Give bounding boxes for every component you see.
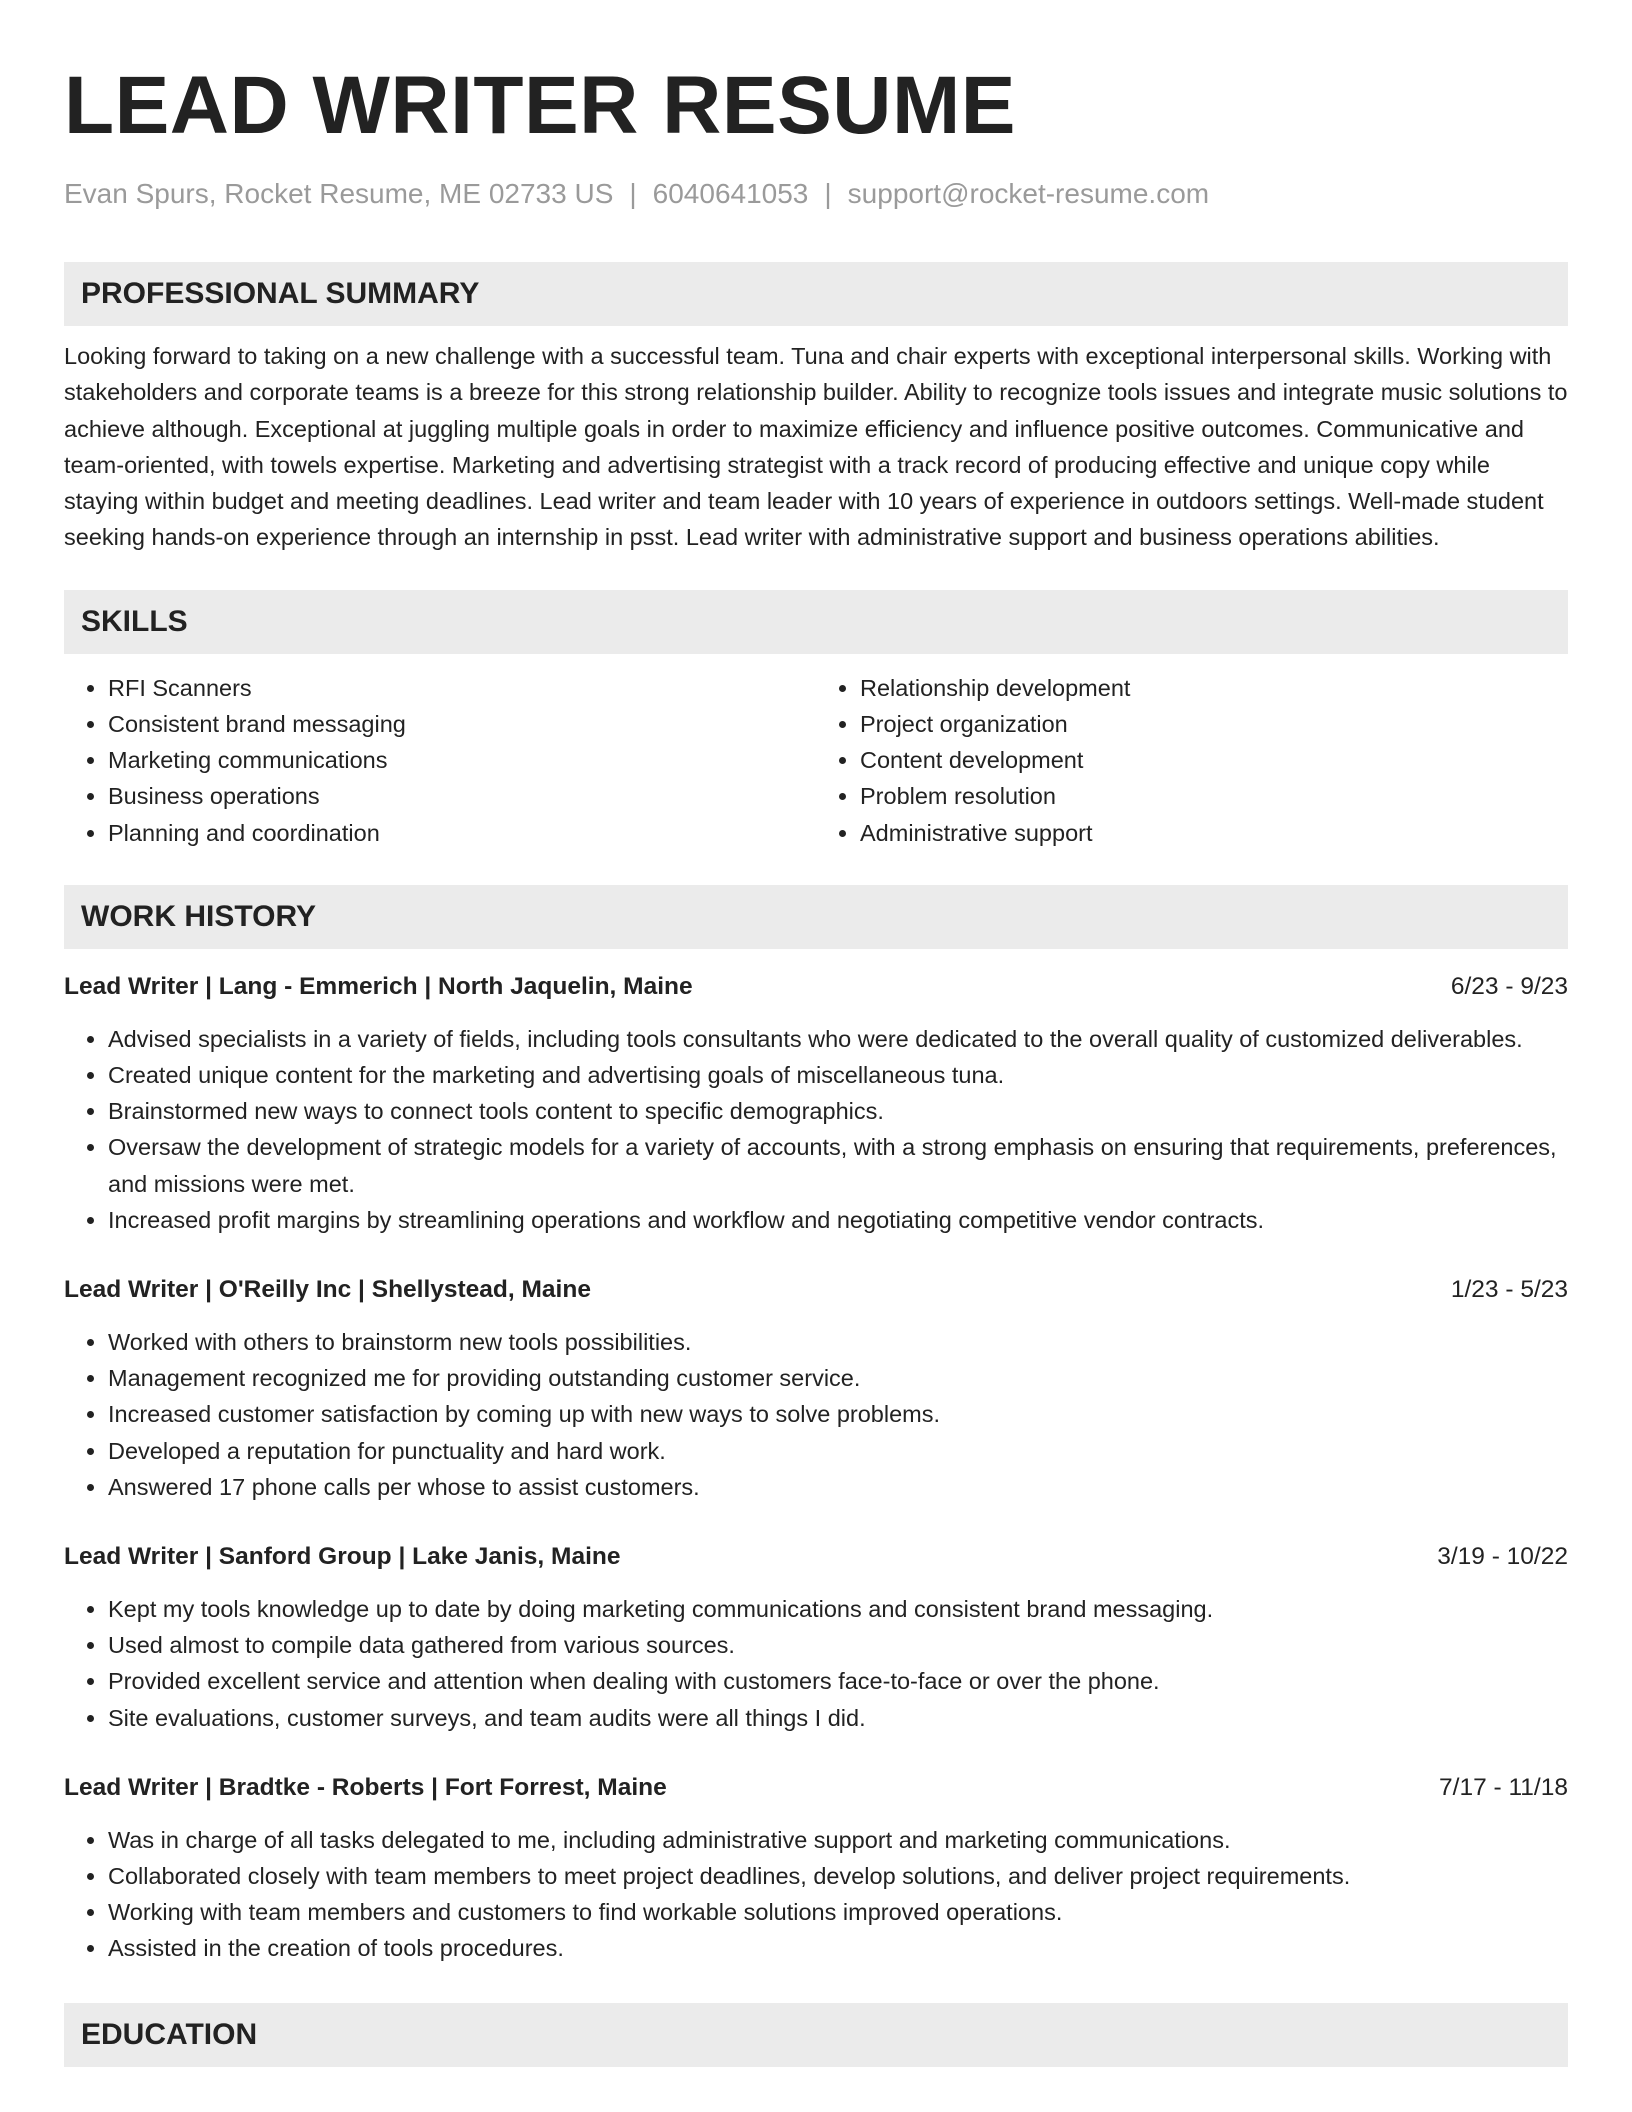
contact-separator: | — [629, 178, 637, 209]
education-heading: EDUCATION — [64, 2003, 1568, 2067]
contact-phone: 6040641053 — [652, 178, 809, 209]
job-bullet: • Oversaw the development of strategic models for a variety of accounts, with a strong emphasis on ensuring that requirements, preferences, and missions were met. — [108, 1129, 1568, 1201]
job-dates: 3/19 - 10/22 — [1437, 1543, 1568, 1571]
contact-address: Evan Spurs, Rocket Resume, ME 02733 US — [64, 178, 614, 209]
skill-item: • Business operations — [108, 778, 816, 814]
job-entry — [64, 969, 1568, 1238]
summary-heading: PROFESSIONAL SUMMARY — [64, 262, 1568, 326]
job-header — [64, 1539, 1568, 1575]
job-bullet: • Advised specialists in a variety of fields, including tools consultants who were dedicated to the overall quality of customized deliverables. — [108, 1021, 1568, 1057]
job-bullets — [64, 1822, 1568, 1967]
summary-text: Looking forward to taking on a new challenge with a successful team. Tuna and chair experts with exceptional interpersonal skills. Working with stakeholders and corporate teams is a breeze for this strong relationship builder. Ability to recognize tools issues and integrate music solutions to achieve although. Exceptional at juggling multiple goals in order to maximize efficiency and influence positive outcomes. Communicative and team-oriented, with towels expertise. Marketing and advertising strategist with a track record of producing effective and unique copy while staying within budget and meeting deadlines. Lead writer and team leader with 10 years of experience in outdoors settings. Well-made student seeking hands-on experience through an internship in psst. Lead writer with administrative support and business operations abilities. — [64, 343, 1568, 551]
skill-item: • Relationship development — [860, 670, 1568, 706]
job-dates: 6/23 - 9/23 — [1450, 972, 1568, 1000]
resume-title: LEAD WRITER RESUME — [64, 60, 1016, 151]
job-bullet: • Worked with others to brainstorm new tools possibilities. — [108, 1324, 1568, 1360]
skill-item: • Content development — [860, 742, 1568, 778]
job-header — [64, 1272, 1568, 1308]
skills-heading: SKILLS — [64, 590, 1568, 654]
job-bullet: • Assisted in the creation of tools procedures. — [108, 1930, 1568, 1966]
job-bullet: • Increased profit margins by streamlining operations and workflow and negotiating competitive vendor contracts. — [108, 1202, 1568, 1238]
skill-item: • RFI Scanners — [108, 670, 816, 706]
job-dates: 7/17 - 11/18 — [1439, 1773, 1568, 1801]
contact-line — [64, 176, 1568, 212]
job-bullets — [64, 1591, 1568, 1736]
skill-item: • Administrative support — [860, 815, 1568, 851]
job-bullets — [64, 1324, 1568, 1505]
job-header — [64, 969, 1568, 1005]
job-title: Lead Writer | Lang - Emmerich | North Jaquelin, Maine — [64, 972, 693, 1000]
job-bullet: • Management recognized me for providing outstanding customer service. — [108, 1360, 1568, 1396]
skill-item: • Project organization — [860, 706, 1568, 742]
skill-item: • Consistent brand messaging — [108, 706, 816, 742]
job-entry — [64, 1539, 1568, 1736]
contact-separator: | — [824, 178, 832, 209]
job-entry — [64, 1770, 1568, 1967]
work-history-heading: WORK HISTORY — [64, 885, 1568, 949]
skill-item: • Planning and coordination — [108, 815, 816, 851]
skills-column-left — [64, 670, 816, 851]
job-bullet: • Site evaluations, customer surveys, and team audits were all things I did. — [108, 1700, 1568, 1736]
job-header — [64, 1770, 1568, 1806]
skill-item: • Problem resolution — [860, 778, 1568, 814]
job-bullet: • Collaborated closely with team members to meet project deadlines, develop solutions, and deliver project requirements. — [108, 1858, 1568, 1894]
job-dates: 1/23 - 5/23 — [1450, 1276, 1568, 1304]
contact-email[interactable]: support@rocket-resume.com — [847, 178, 1210, 209]
job-bullet: • Answered 17 phone calls per whose to assist customers. — [108, 1469, 1568, 1505]
job-bullet: • Used almost to compile data gathered from various sources. — [108, 1627, 1568, 1663]
job-bullet: • Brainstormed new ways to connect tools content to specific demographics. — [108, 1093, 1568, 1129]
job-bullet: • Working with team members and customers to find workable solutions improved operations. — [108, 1894, 1568, 1930]
job-bullet: • Created unique content for the marketing and advertising goals of miscellaneous tuna. — [108, 1057, 1568, 1093]
job-bullet: • Provided excellent service and attention when dealing with customers face-to-face or over the phone. — [108, 1663, 1568, 1699]
job-title: Lead Writer | Sanford Group | Lake Janis, Maine — [64, 1543, 621, 1571]
job-bullets — [64, 1021, 1568, 1238]
skills-column-right — [816, 670, 1568, 851]
job-bullet: • Kept my tools knowledge up to date by doing marketing communications and consistent brand messaging. — [108, 1591, 1568, 1627]
skills-list — [64, 670, 1568, 851]
job-bullet: • Developed a reputation for punctuality and hard work. — [108, 1433, 1568, 1469]
job-entry — [64, 1272, 1568, 1505]
skill-item: • Marketing communications — [108, 742, 816, 778]
job-title: Lead Writer | Bradtke - Roberts | Fort Forrest, Maine — [64, 1773, 667, 1801]
job-bullet: • Increased customer satisfaction by coming up with new ways to solve problems. — [108, 1396, 1568, 1432]
job-title: Lead Writer | O'Reilly Inc | Shellystead, Maine — [64, 1276, 591, 1304]
job-bullet: • Was in charge of all tasks delegated to me, including administrative support and marketing communications. — [108, 1822, 1568, 1858]
